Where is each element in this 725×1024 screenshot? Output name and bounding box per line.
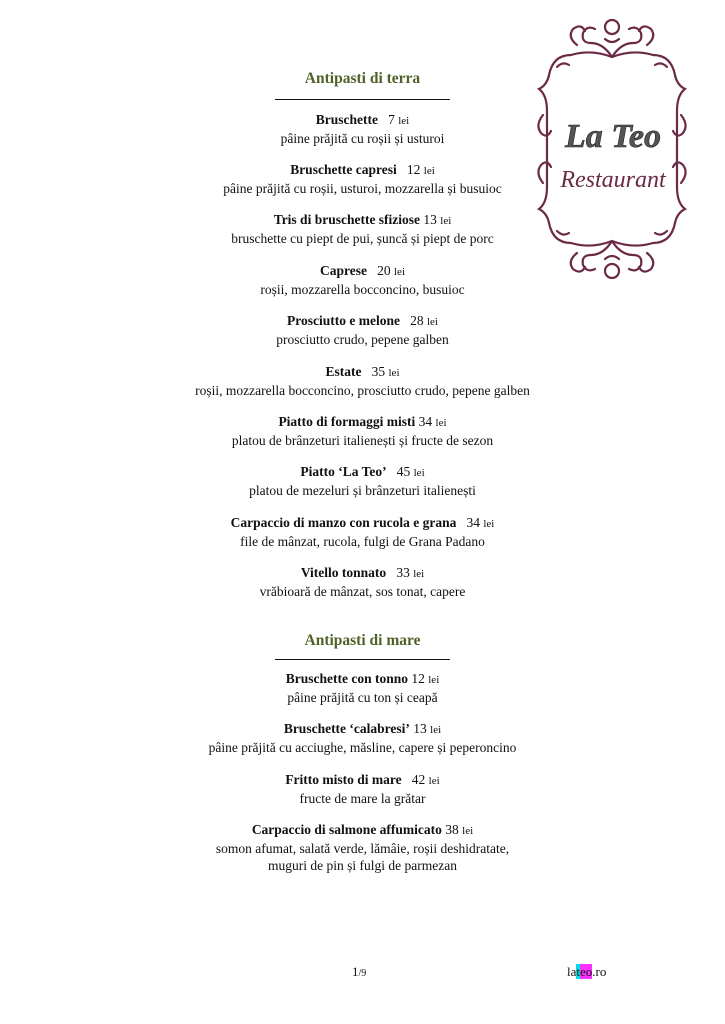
item-unit: lei <box>413 467 425 479</box>
item-unit: lei <box>435 417 447 429</box>
menu-item <box>0 821 725 874</box>
item-name: Prosciutto e melone <box>287 313 400 328</box>
item-unit: lei <box>413 568 425 580</box>
restaurant-logo <box>533 15 691 283</box>
item-price: 13 <box>423 212 437 227</box>
item-unit: lei <box>423 165 435 177</box>
item-name: Vitello tonnato <box>300 565 387 580</box>
item-price: 20 <box>377 263 391 278</box>
item-description: pâine prăjită cu roșii, usturoi, mozzarella și busuioc <box>223 181 502 196</box>
item-description: pâine prăjită cu acciughe, măsline, capere și peperoncino <box>208 740 517 755</box>
item-unit: lei <box>428 775 440 787</box>
item-name: Estate <box>325 364 362 379</box>
item-name: Piatto ‘La Teo’ <box>300 464 387 479</box>
item-name: Bruschette ‘calabresi’ <box>283 721 410 736</box>
menu-item <box>0 363 725 399</box>
item-name: Fritto misto di mare <box>285 772 402 787</box>
section-title-terra: Antipasti di terra <box>304 70 421 87</box>
item-price: 34 <box>466 515 480 530</box>
item-description: vrăbioară de mânzat, sos tonat, capere <box>259 584 466 599</box>
menu-item <box>0 670 725 706</box>
item-unit: lei <box>430 724 442 736</box>
item-description: roșii, mozzarella bocconcino, prosciutto crudo, pepene galben <box>195 383 530 398</box>
menu-item <box>0 514 725 550</box>
item-name: Carpaccio di salmone affumicato <box>251 822 442 837</box>
item-description: bruschette cu piept de pui, șuncă și piept de porc <box>231 231 494 246</box>
item-price: 42 <box>411 772 426 787</box>
section-divider <box>275 659 450 660</box>
item-unit: lei <box>398 115 410 127</box>
item-price: 34 <box>418 414 433 429</box>
section-divider <box>275 99 450 100</box>
website-link[interactable]: lateo.ro <box>567 964 607 979</box>
item-description: platou de brânzeturi italienești și fructe de sezon <box>231 433 494 448</box>
item-name: Piatto di formaggi misti <box>278 414 416 429</box>
item-unit: lei <box>483 518 495 530</box>
item-description: fructe de mare la grătar <box>299 791 426 806</box>
logo-name: La Teo <box>564 118 662 155</box>
item-price: 13 <box>413 721 427 736</box>
item-price: 12 <box>411 671 425 686</box>
item-description: roșii, mozzarella bocconcino, busuioc <box>260 282 465 297</box>
item-name: Bruschette <box>315 112 378 127</box>
section-title-mare: Antipasti di mare <box>304 632 421 649</box>
item-name: Tris di bruschette sfiziose <box>273 212 421 227</box>
menu-item <box>0 463 725 499</box>
menu-item <box>0 771 725 807</box>
menu-item <box>0 564 725 600</box>
item-unit: lei <box>426 316 438 328</box>
item-name: Bruschette capresi <box>290 162 397 177</box>
item-description: pâine prăjită cu roșii și usturoi <box>280 131 445 146</box>
item-name: Bruschette con tonno <box>285 671 408 686</box>
item-price: 12 <box>406 162 421 177</box>
menu-item <box>0 413 725 449</box>
item-name: Caprese <box>320 263 367 278</box>
item-description: pâine prăjită cu ton și ceapă <box>287 690 438 705</box>
item-description-continued: muguri de pin și fulgi de parmezan <box>268 858 457 873</box>
item-unit: lei <box>462 825 474 837</box>
page-number: 1/9 <box>352 964 367 979</box>
item-price: 45 <box>396 464 411 479</box>
item-price: 33 <box>396 565 410 580</box>
item-unit: lei <box>440 215 452 227</box>
item-price: 35 <box>371 364 386 379</box>
item-description: prosciutto crudo, pepene galben <box>276 332 449 347</box>
menu-item <box>0 720 725 756</box>
item-unit: lei <box>428 674 440 686</box>
item-name: Carpaccio di manzo con rucola e grana <box>230 515 457 530</box>
item-price: 7 <box>388 112 395 127</box>
item-description: somon afumat, salată verde, lămâie, roșii deshidratate, <box>215 841 510 856</box>
item-unit: lei <box>388 367 400 379</box>
logo-subtitle: Restaurant <box>560 167 666 193</box>
item-description: file de mânzat, rucola, fulgi de Grana Padano <box>240 534 485 549</box>
item-price: 38 <box>445 822 459 837</box>
item-price: 28 <box>410 313 424 328</box>
item-unit: lei <box>394 266 405 278</box>
menu-item <box>0 312 725 348</box>
item-description: platou de mezeluri și brânzeturi italienești <box>249 483 476 498</box>
